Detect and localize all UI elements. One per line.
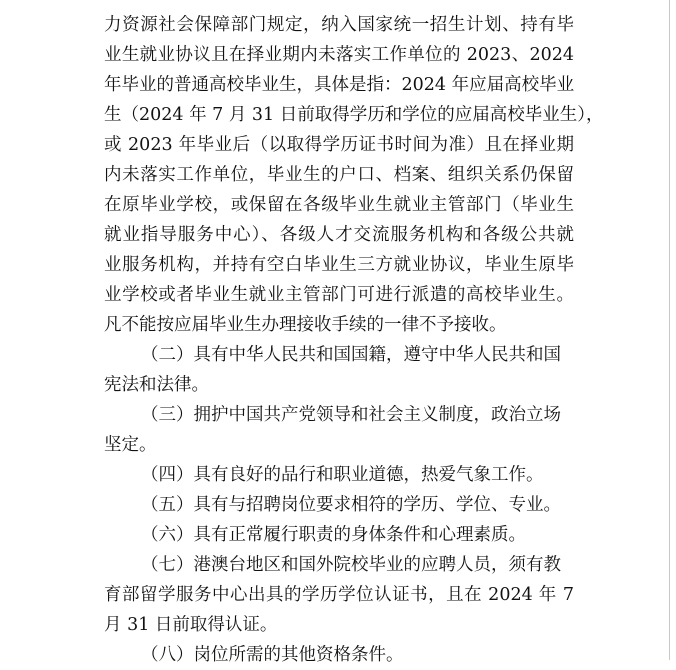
clause-8-line: （八）岗位所需的其他资格条件。 — [141, 645, 404, 665]
text-line: 或 2023 年毕业后（以取得学历证书时间为准）且在择业期 — [104, 135, 574, 155]
text-line: 生（2024 年 7 月 31 日前取得学历和学位的应届高校毕业生）， — [104, 105, 604, 125]
clause-2-line: （二）具有中华人民共和国国籍，遵守中华人民共和国 — [141, 345, 561, 365]
page-edge-divider — [669, 0, 670, 660]
document-body — [104, 10, 604, 670]
clause-2-continuation: 宪法和法律。 — [104, 375, 209, 395]
clause-3-line: （三）拥护中国共产党领导和社会主义制度，政治立场 — [141, 405, 561, 425]
text-line: 业学校或者毕业生就业主管部门可进行派遣的高校毕业生。 — [104, 285, 574, 305]
clause-4-line: （四）具有良好的品行和职业道德，热爱气象工作。 — [141, 465, 544, 485]
clause-6-line: （六）具有正常履行职责的身体条件和心理素质。 — [141, 525, 526, 545]
text-line: 就业指导服务中心）、各级人才交流服务机构和各级公共就 — [104, 225, 574, 245]
text-line: 业生就业协议且在择业期内未落实工作单位的 2023、2024 — [104, 45, 574, 65]
text-line: 内未落实工作单位，毕业生的户口、档案、组织关系仍保留 — [104, 165, 574, 185]
text-line: 力资源社会保障部门规定，纳入国家统一招生计划、持有毕 — [104, 15, 574, 35]
clause-7-continuation: 育部留学服务中心出具的学历学位认证书，且在 2024 年 7 — [104, 585, 574, 605]
text-line: 在原毕业学校，或保留在各级毕业生就业主管部门（毕业生 — [104, 195, 574, 215]
text-line: 业服务机构，并持有空白毕业生三方就业协议，毕业生原毕 — [104, 255, 574, 275]
clause-3-continuation: 坚定。 — [104, 435, 157, 455]
text-line: 年毕业的普通高校毕业生，具体是指：2024 年应届高校毕业 — [104, 75, 575, 95]
text-line: 凡不能按应届毕业生办理接收手续的一律不予接收。 — [104, 315, 507, 335]
clause-5-line: （五）具有与招聘岗位要求相符的学历、学位、专业。 — [141, 495, 561, 515]
clause-7-line: （七）港澳台地区和国外院校毕业的应聘人员，须有教 — [141, 555, 561, 575]
clause-7-continuation: 月 31 日前取得认证。 — [104, 615, 278, 635]
